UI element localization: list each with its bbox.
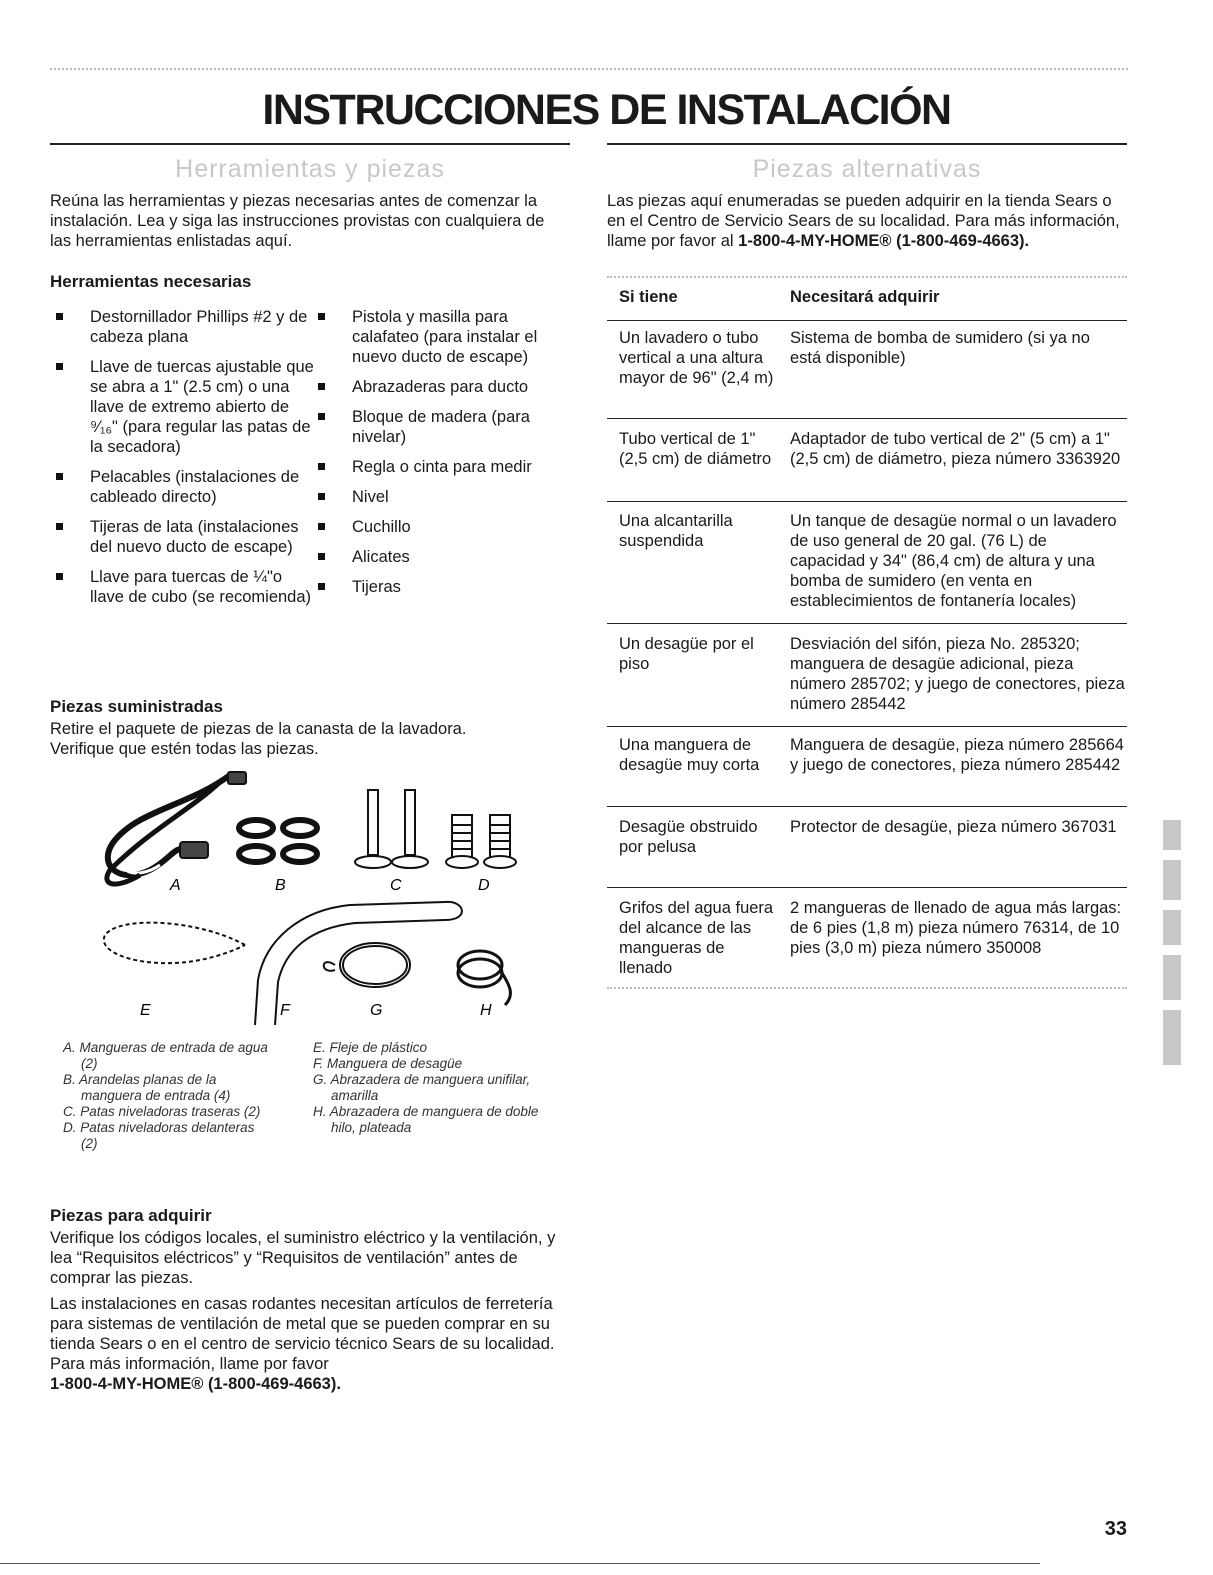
tools-list-col1 xyxy=(50,307,315,617)
supplied-heading: Piezas suministradas xyxy=(50,697,223,716)
table-top-dotted-rule xyxy=(607,276,1127,278)
caption-item: G. Abrazadera de manguera unifilar, amarilla xyxy=(313,1072,531,1103)
figure-letter-e: E xyxy=(140,1002,151,1019)
rear-legs-drawing xyxy=(355,790,428,868)
tool-item: Llave de tuercas ajustable que se abra a 1" (2.5 cm) o una llave de extremo abierto de ⁹⁄₁₆" (para regular las patas de la secadora) xyxy=(50,357,315,457)
tool-item: Cuchillo xyxy=(312,517,562,537)
figure-letter-f: F xyxy=(280,1002,290,1019)
plastic-strap-drawing xyxy=(104,923,245,964)
caption-item: E. Fleje de plástico xyxy=(313,1040,428,1055)
cell-have: Grifos del agua fuera del alcance de las mangueras de llenado xyxy=(619,899,774,977)
top-dotted-rule xyxy=(50,68,1128,74)
front-legs-drawing xyxy=(446,815,516,868)
supplied-text: Retire el paquete de piezas de la canasta de la lavadora. Verifique que estén todas las piezas. xyxy=(50,720,467,758)
caption-item: F. Manguera de desagüe xyxy=(313,1056,463,1071)
tool-item: Pelacables (instalaciones de cableado directo) xyxy=(50,467,315,507)
tool-item: Regla o cinta para medir xyxy=(312,457,562,477)
figure-letter-b: B xyxy=(275,877,286,894)
inlet-hoses-drawing xyxy=(107,772,246,884)
double-wire-clamp-drawing xyxy=(458,951,510,1005)
tool-item: Tijeras de lata (instalaciones del nuevo ducto de escape) xyxy=(50,517,315,557)
purchase-paragraph-2 xyxy=(50,1294,565,1394)
tool-item: Tijeras xyxy=(312,577,562,597)
caption-item: D. Patas niveladoras delanteras (2) xyxy=(63,1120,255,1151)
left-intro: Reúna las herramientas y piezas necesarias antes de comenzar la instalación. Lea y siga las instrucciones provistas con cualquiera de las herramientas enlistadas aquí. xyxy=(50,192,545,250)
figure-captions-col1 xyxy=(63,1040,273,1152)
page-title: INSTRUCCIONES DE INSTALACIÓN xyxy=(262,86,951,134)
cell-need: Adaptador de tubo vertical de 2" (5 cm) a 1" (2,5 cm) de diámetro, pieza número 3363920 xyxy=(790,430,1121,468)
purchase-paragraph-1: Verifique los códigos locales, el suministro eléctrico y la ventilación, y lea “Requisitos eléctricos” y “Requisitos de ventilación” antes de comprar las piezas. xyxy=(50,1229,556,1287)
side-stamp-graphic xyxy=(1155,815,1189,1073)
cell-need: Desviación del sifón, pieza No. 285320; manguera de desagüe adicional, pieza número 285702; y juego de conectores, pieza número 285442 xyxy=(790,635,1125,713)
caption-item: A. Mangueras de entrada de agua (2) xyxy=(63,1040,268,1071)
caption-item: C. Patas niveladoras traseras (2) xyxy=(63,1104,261,1119)
single-wire-clamp-drawing xyxy=(324,943,410,987)
cell-need: Un tanque de desagüe normal o un lavadero de uso general de 20 gal. (76 L) de capacidad y 34" (86,4 cm) de altura y una bomba de sumidero (en venta en establecimientos de fontanería locales) xyxy=(790,512,1117,610)
table-row-divider xyxy=(607,320,1127,321)
tool-item: Destornillador Phillips #2 y de cabeza plana xyxy=(50,307,315,347)
tools-list-col2 xyxy=(312,307,562,607)
flat-washers-drawing xyxy=(239,820,317,862)
cell-have: Tubo vertical de 1" (2,5 cm) de diámetro xyxy=(619,430,772,468)
figure-letter-g: G xyxy=(370,1002,383,1019)
left-section-title: Herramientas y piezas xyxy=(175,155,445,183)
cell-need: 2 mangueras de llenado de agua más largas: de 6 pies (1,8 m) pieza número 76314, de 10 pies (3,0 m) pieza número 350008 xyxy=(790,899,1122,957)
parts-illustration xyxy=(80,770,540,1030)
table-row-divider xyxy=(607,887,1127,888)
table-row-divider xyxy=(607,623,1127,624)
table-bottom-dotted-rule xyxy=(607,987,1127,989)
table-header-have: Si tiene xyxy=(619,288,678,306)
cell-need: Manguera de desagüe, pieza número 285664 y juego de conectores, pieza número 285442 xyxy=(790,736,1124,774)
right-intro-phone: 1-800-4-MY-HOME® (1-800-469-4663). xyxy=(738,232,1030,250)
cell-have: Una alcantarilla suspendida xyxy=(619,512,733,550)
table-header-need: Necesitará adquirir xyxy=(790,288,940,306)
table-row-divider xyxy=(607,726,1127,727)
tool-item: Alicates xyxy=(312,547,562,567)
bottom-rule xyxy=(0,1563,1040,1564)
purchase-text: Las instalaciones en casas rodantes necesitan artículos de ferretería para sistemas de ventilación de metal que se pueden comprar en su tienda Sears o en el centro de servicio técnico Sears de su localidad. Para más información, llame por favor xyxy=(50,1295,555,1373)
caption-item: H. Abrazadera de manguera de doble hilo, plateada xyxy=(313,1104,539,1135)
cell-have: Un lavadero o tubo vertical a una altura mayor de 96" (2,4 m) xyxy=(619,329,774,387)
right-intro xyxy=(607,191,1127,251)
left-section-rule xyxy=(50,143,570,145)
cell-have: Un desagüe por el piso xyxy=(619,635,754,673)
right-section-rule xyxy=(607,143,1127,145)
table-row-divider xyxy=(607,501,1127,502)
right-section-title: Piezas alternativas xyxy=(752,155,982,183)
caption-item: B. Arandelas planas de la manguera de entrada (4) xyxy=(63,1072,231,1103)
table-row-divider xyxy=(607,806,1127,807)
cell-need: Sistema de bomba de sumidero (si ya no está disponible) xyxy=(790,329,1090,367)
tool-item: Bloque de madera (para nivelar) xyxy=(312,407,562,447)
tool-item: Pistola y masilla para calafateo (para instalar el nuevo ducto de escape) xyxy=(312,307,562,367)
purchase-phone: 1-800-4-MY-HOME® (1-800-469-4663). xyxy=(50,1375,341,1393)
cell-have: Desagüe obstruido por pelusa xyxy=(619,818,758,856)
right-intro-text: Las piezas aquí enumeradas se pueden adquirir en la tienda Sears o en el Centro de Servicio Sears de su localidad. Para más información, llame por favor al xyxy=(607,192,1120,250)
figure-captions-col2 xyxy=(313,1040,543,1136)
cell-need: Protector de desagüe, pieza número 367031 xyxy=(790,818,1117,836)
tool-item: Llave para tuercas de ¼"o llave de cubo (se recomienda) xyxy=(50,567,315,607)
figure-letter-a: A xyxy=(170,877,181,894)
figure-letter-d: D xyxy=(478,877,490,894)
tool-item: Abrazaderas para ducto xyxy=(312,377,562,397)
figure-letter-c: C xyxy=(390,877,402,894)
page-number: 33 xyxy=(1104,1518,1127,1540)
cell-have: Una manguera de desagüe muy corta xyxy=(619,736,760,774)
figure-letter-h: H xyxy=(480,1002,492,1019)
tool-item: Nivel xyxy=(312,487,562,507)
purchase-heading: Piezas para adquirir xyxy=(50,1206,212,1225)
table-row-divider xyxy=(607,418,1127,419)
tools-heading: Herramientas necesarias xyxy=(50,272,252,291)
